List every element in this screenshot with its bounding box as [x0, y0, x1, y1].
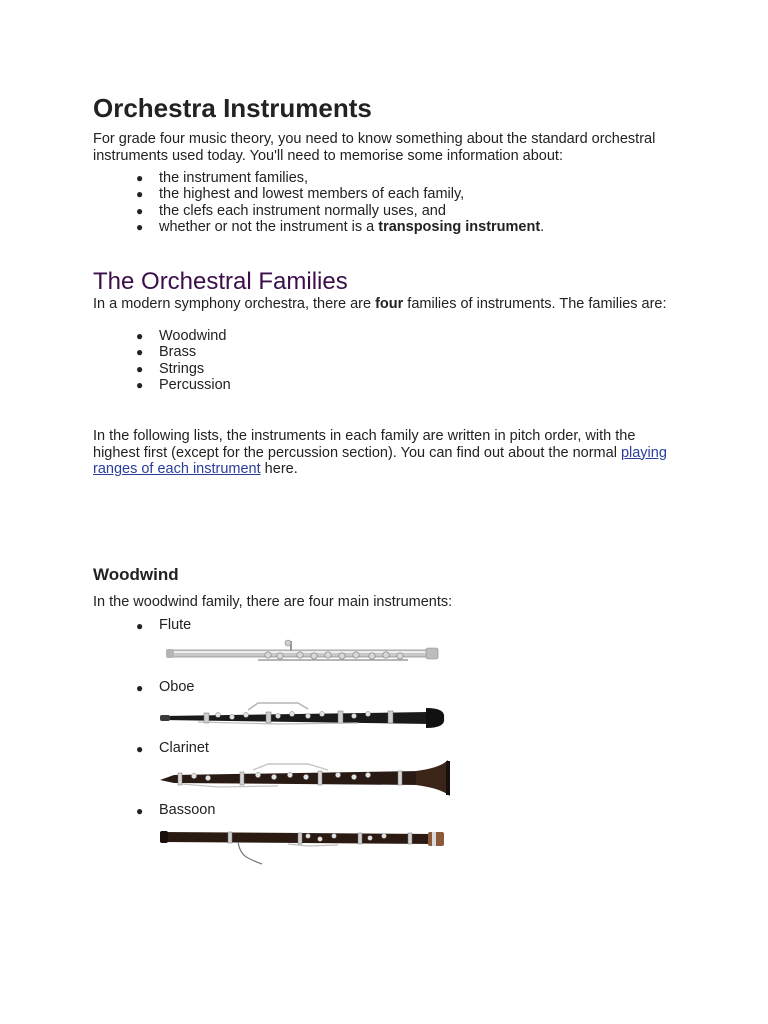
list-item	[0, 328, 231, 344]
order-note-text: here.	[260, 461, 298, 477]
bullet: ●	[136, 742, 144, 756]
list-item	[0, 203, 544, 219]
list-item	[0, 219, 544, 235]
list-item-text: .	[540, 219, 545, 236]
bullet: ●	[136, 378, 144, 393]
bullet: ●	[136, 361, 144, 376]
list-item-text: whether or not the instrument is a	[159, 219, 379, 236]
bullet: ●	[136, 220, 144, 235]
clarinet-image	[158, 758, 452, 798]
bullet: ●	[136, 681, 144, 695]
families-text: In a modern symphony orchestra, there are	[93, 296, 376, 312]
list-item-bold: transposing instrument	[378, 219, 541, 236]
intro-list	[0, 170, 544, 236]
list-item-text: Brass	[159, 344, 197, 361]
list-item	[0, 186, 544, 202]
intro-paragraph: For grade four music theory, you need to know something about the standard orchestral instruments used today. You'll need to memorise some information about:	[93, 131, 656, 164]
list-item-text: Percussion	[159, 377, 231, 394]
list-item	[0, 361, 231, 377]
list-item	[0, 170, 544, 186]
oboe-image	[158, 700, 448, 734]
families-list	[0, 328, 231, 394]
page-title: Orchestra Instruments	[93, 93, 372, 123]
bullet: ●	[136, 619, 144, 633]
bullet: ●	[136, 804, 144, 818]
list-item-text: the highest and lowest members of each family,	[159, 186, 465, 203]
woodwind-heading: Woodwind	[93, 565, 179, 584]
bullet: ●	[136, 329, 144, 343]
order-note-text: In the following lists, the instruments in each family are written in pitch order, with the highest first (except for the percussion section). You can find out about the normal	[93, 428, 636, 461]
bullet: ●	[136, 345, 144, 360]
instrument-label-oboe: Oboe	[159, 679, 195, 695]
list-item-text: Strings	[159, 360, 205, 377]
list-item	[0, 377, 231, 393]
list-item-text: the clefs each instrument normally uses, and	[159, 202, 446, 219]
families-text-bold: four	[375, 296, 404, 312]
bullet: ●	[136, 171, 144, 185]
order-note-paragraph	[93, 428, 668, 478]
bullet: ●	[136, 187, 144, 202]
list-item-text: Woodwind	[159, 328, 227, 344]
instrument-label-clarinet: Clarinet	[159, 740, 209, 756]
families-heading: The Orchestral Families	[93, 268, 348, 295]
bullet: ●	[136, 203, 144, 218]
playing-ranges-link[interactable]: playing ranges of each instrument	[93, 444, 667, 477]
instrument-label-bassoon: Bassoon	[159, 802, 216, 818]
list-item	[0, 344, 231, 360]
flute-image	[158, 638, 440, 670]
woodwind-paragraph: In the woodwind family, there are four main instruments:	[93, 594, 453, 610]
families-paragraph	[93, 296, 693, 313]
families-text: families of instruments. The families are:	[403, 296, 667, 312]
instrument-label-flute: Flute	[159, 617, 192, 633]
bassoon-image	[158, 824, 448, 866]
list-item-text: the instrument families,	[159, 170, 309, 186]
